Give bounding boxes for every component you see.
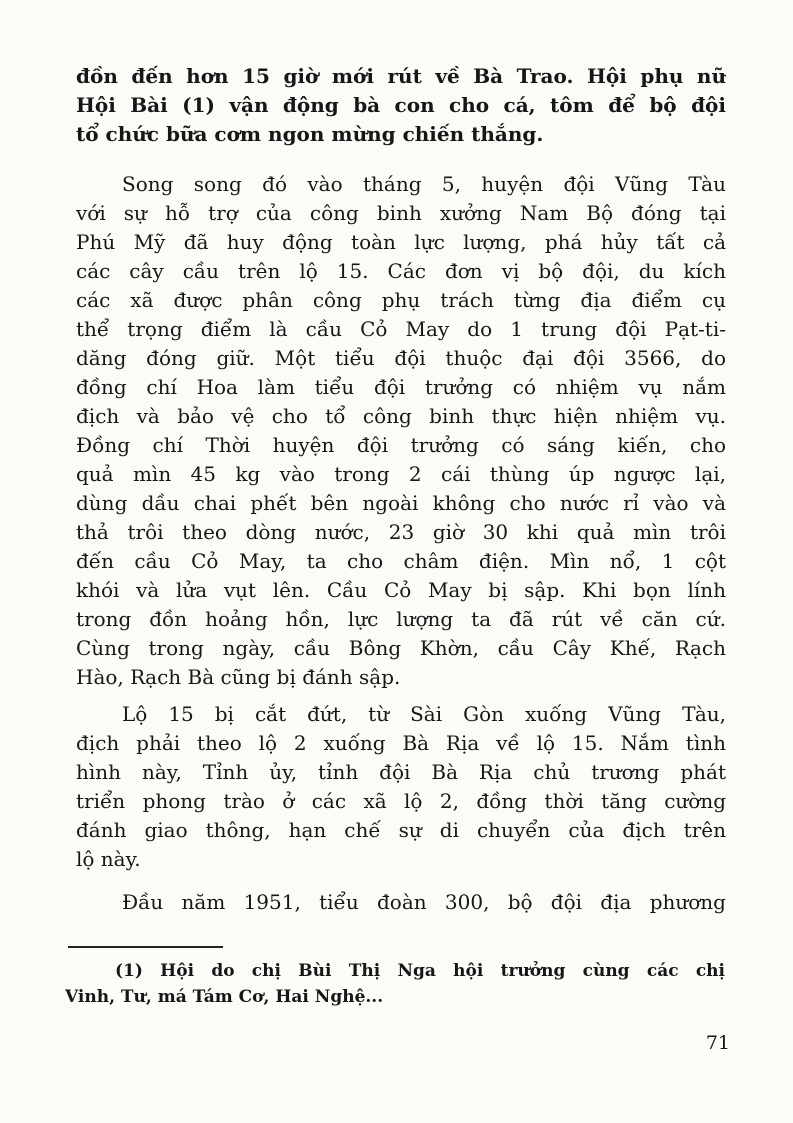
footnote-line: Vinh, Tư, má Tám Cơ, Hai Nghệ... (65, 987, 384, 1007)
text-line: khói và lửa vụt lên. Cầu Cỏ May bị sập. Khi bọn lính (76, 578, 726, 602)
text-line: đồn đến hơn 15 giờ mới rút về Bà Trao. Hội phụ nữ (76, 64, 726, 88)
text-line: tổ chức bữa cơm ngon mừng chiến thắng. (76, 122, 544, 146)
text-line: đến cầu Cỏ May, ta cho châm điện. Mìn nổ, 1 cột (76, 549, 726, 573)
text-line: lộ này. (76, 847, 141, 871)
text-line: Đồng chí Thời huyện đội trưởng có sáng kiến, cho (76, 433, 726, 457)
text-line: quả mìn 45 kg vào trong 2 cái thùng úp ngược lại, (76, 462, 726, 486)
text-line: Cùng trong ngày, cầu Bông Khờn, cầu Cây Khế, Rạch (76, 636, 726, 660)
text-line: các xã được phân công phụ trách từng địa điểm cụ (76, 288, 726, 312)
footnote-divider (68, 946, 223, 948)
paragraph-1 (76, 170, 726, 692)
text-line: Song song đó vào tháng 5, huyện đội Vũng Tàu (122, 172, 726, 196)
text-line: Lộ 15 bị cắt đứt, từ Sài Gòn xuống Vũng Tàu, (122, 702, 726, 726)
text-line: địch và bảo vệ cho tổ công binh thực hiện nhiệm vụ. (76, 404, 726, 428)
text-line: Đầu năm 1951, tiểu đoàn 300, bộ đội địa phương (122, 890, 726, 914)
text-line: Hội Bài (1) vận động bà con cho cá, tôm để bộ đội (76, 93, 726, 117)
text-line: với sự hỗ trợ của công binh xưởng Nam Bộ đóng tại (76, 201, 726, 225)
text-line: Phú Mỹ đã huy động toàn lực lượng, phá hủy tất cả (76, 230, 726, 254)
text-line: hình này, Tỉnh ủy, tỉnh đội Bà Rịa chủ trương phát (76, 760, 726, 784)
text-line: địch phải theo lộ 2 xuống Bà Rịa về lộ 15. Nắm tình (76, 731, 726, 755)
footnote (65, 958, 725, 1010)
paragraph-2 (76, 700, 726, 874)
text-line: triển phong trào ở các xã lộ 2, đồng thời tăng cường (76, 789, 726, 813)
text-line: dùng dầu chai phết bên ngoài không cho nước rỉ vào và (76, 491, 726, 515)
text-line: thể trọng điểm là cầu Cỏ May do 1 trung đội Pạt-ti- (76, 317, 726, 341)
footnote-line: (1) Hội do chị Bùi Thị Nga hội trưởng cùng các chị (115, 961, 725, 981)
text-line: đồng chí Hoa làm tiểu đội trưởng có nhiệm vụ nắm (76, 375, 726, 399)
text-line: Hào, Rạch Bà cũng bị đánh sập. (76, 665, 401, 689)
text-line: các cây cầu trên lộ 15. Các đơn vị bộ đội, du kích (76, 259, 726, 283)
intro-paragraph (76, 62, 726, 149)
page-number: 71 (705, 1032, 730, 1054)
text-line: thả trôi theo dòng nước, 23 giờ 30 khi quả mìn trôi (76, 520, 726, 544)
paragraph-3 (76, 888, 726, 917)
text-line: trong đồn hoảng hồn, lực lượng ta đã rút về căn cứ. (76, 607, 726, 631)
text-line: đánh giao thông, hạn chế sự di chuyển của địch trên (76, 818, 726, 842)
text-line: dăng đóng giữ. Một tiểu đội thuộc đại đội 3566, do (76, 346, 726, 370)
